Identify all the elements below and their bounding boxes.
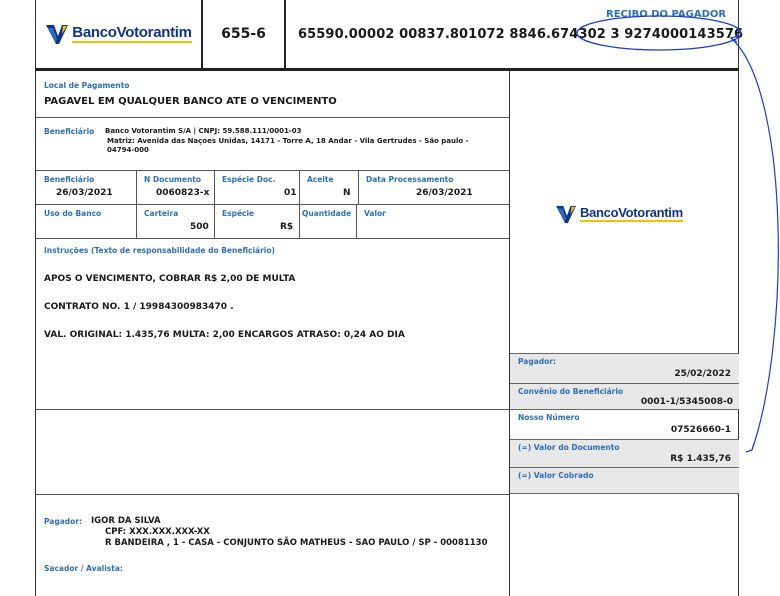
right-logo: [555, 204, 683, 224]
beneficiario-line-2: Matriz: Avenida das Naçoes Unidas, 14171 - Torre A, 18 Andar - Vila Gertrudes - São paulo -: [107, 136, 469, 145]
nosso-numero-value: 07526660-1: [670, 425, 731, 435]
pagador-name: IGOR DA SILVA: [91, 516, 161, 526]
digitable-line[interactable]: 65590.00002 00837.801072 8846.674302 3 9274000143576: [298, 26, 744, 42]
aceite-value: N: [343, 188, 351, 198]
pagador-block: [91, 516, 488, 549]
beneficiario-info: [105, 127, 469, 156]
data-processamento-value: 26/03/2021: [416, 188, 473, 198]
pagador-date-row: [510, 353, 739, 383]
pagador-cpf: CPF: XXX.XXX.XXX-XX: [105, 527, 210, 537]
bank-v-icon: [45, 23, 69, 45]
especie-doc-label: Espécie Doc.: [222, 175, 276, 184]
convenio-row: [510, 383, 739, 409]
instrucoes-line-3: VAL. ORIGINAL: 1.435,76 MULTA: 2,00 ENCARGOS ATRASO: 0,24 AO DIA: [44, 330, 405, 340]
valor-documento-label: (=) Valor do Documento: [518, 443, 620, 452]
instrucoes-line-2: CONTRATO NO. 1 / 19984300983470 .: [44, 302, 234, 312]
right-column: [510, 71, 739, 596]
especie-value: R$: [280, 222, 294, 232]
carteira-label: Carteira: [144, 209, 179, 218]
boleto-document: [35, 0, 744, 596]
annotation-arrowhead: [746, 443, 754, 452]
local-pagamento-label: Local de Pagamento: [44, 81, 130, 90]
bank-code: 655-6: [201, 0, 286, 68]
beneficiario-line-3: 04794-000: [107, 146, 149, 154]
row1-beneficiario-value: 26/03/2021: [56, 188, 113, 198]
instrucoes-label: Instruções (Texto de responsabilidade do Beneficiário): [44, 246, 275, 255]
quantidade-label: Quantidade: [302, 209, 352, 218]
bank-v-icon: [555, 204, 577, 224]
bank-logo-text: BancoVotorantim: [72, 25, 191, 44]
receipt-title: RECIBO DO PAGADOR: [606, 9, 727, 20]
especie-doc-value: 01: [284, 188, 297, 198]
local-pagamento-value: PAGAVEL EM QUALQUER BANCO ATE O VENCIMENTO: [44, 96, 337, 107]
valor-documento-value: R$ 1.435,76: [670, 454, 731, 464]
left-column: [36, 71, 510, 596]
data-processamento-label: Data Processamento: [366, 175, 454, 184]
bank-logo-text-secondary: BancoVotorantim: [580, 206, 683, 223]
valor-cobrado-label: (=) Valor Cobrado: [518, 471, 594, 480]
beneficiario-line-1: Banco Votorantim S/A | CNPJ: 59.588.111/0001-03: [105, 127, 302, 135]
n-documento-value: 0060823-x: [156, 188, 210, 198]
pagador-label: Pagador:: [44, 517, 83, 526]
valor-label: Valor: [364, 209, 386, 218]
pagador-address: R BANDEIRA , 1 - CASA - CONJUNTO SÃO MATHEUS - SAO PAULO / SP - 00081130: [105, 538, 488, 548]
carteira-value: 500: [190, 222, 209, 232]
valor-documento-row: [510, 439, 739, 467]
instrucoes-line-1: APOS O VENCIMENTO, COBRAR R$ 2,00 DE MULTA: [44, 274, 296, 284]
aceite-label: Aceite: [307, 175, 334, 184]
bank-logo-secondary: [555, 204, 683, 224]
bank-logo: [45, 23, 191, 45]
uso-banco-label: Uso do Banco: [44, 209, 102, 218]
valor-cobrado-row: [510, 467, 739, 494]
row1-beneficiario-label: Beneficiário: [44, 175, 95, 184]
pagador-date-label: Pagador:: [518, 357, 557, 366]
convenio-label: Convênio do Beneficiário: [518, 387, 624, 396]
nosso-numero-label: Nosso Número: [518, 413, 580, 422]
pagador-date-value: 25/02/2022: [674, 369, 731, 379]
n-documento-label: N Documento: [144, 175, 202, 184]
especie-label: Espécie: [222, 209, 255, 218]
sacador-avalista-label: Sacador / Avalista:: [44, 564, 123, 573]
header-logo: [36, 0, 201, 68]
nosso-numero-row: [510, 409, 739, 439]
beneficiario-info-label: Beneficiário: [44, 127, 95, 136]
convenio-value: 0001-1/5345008-0: [640, 397, 733, 407]
